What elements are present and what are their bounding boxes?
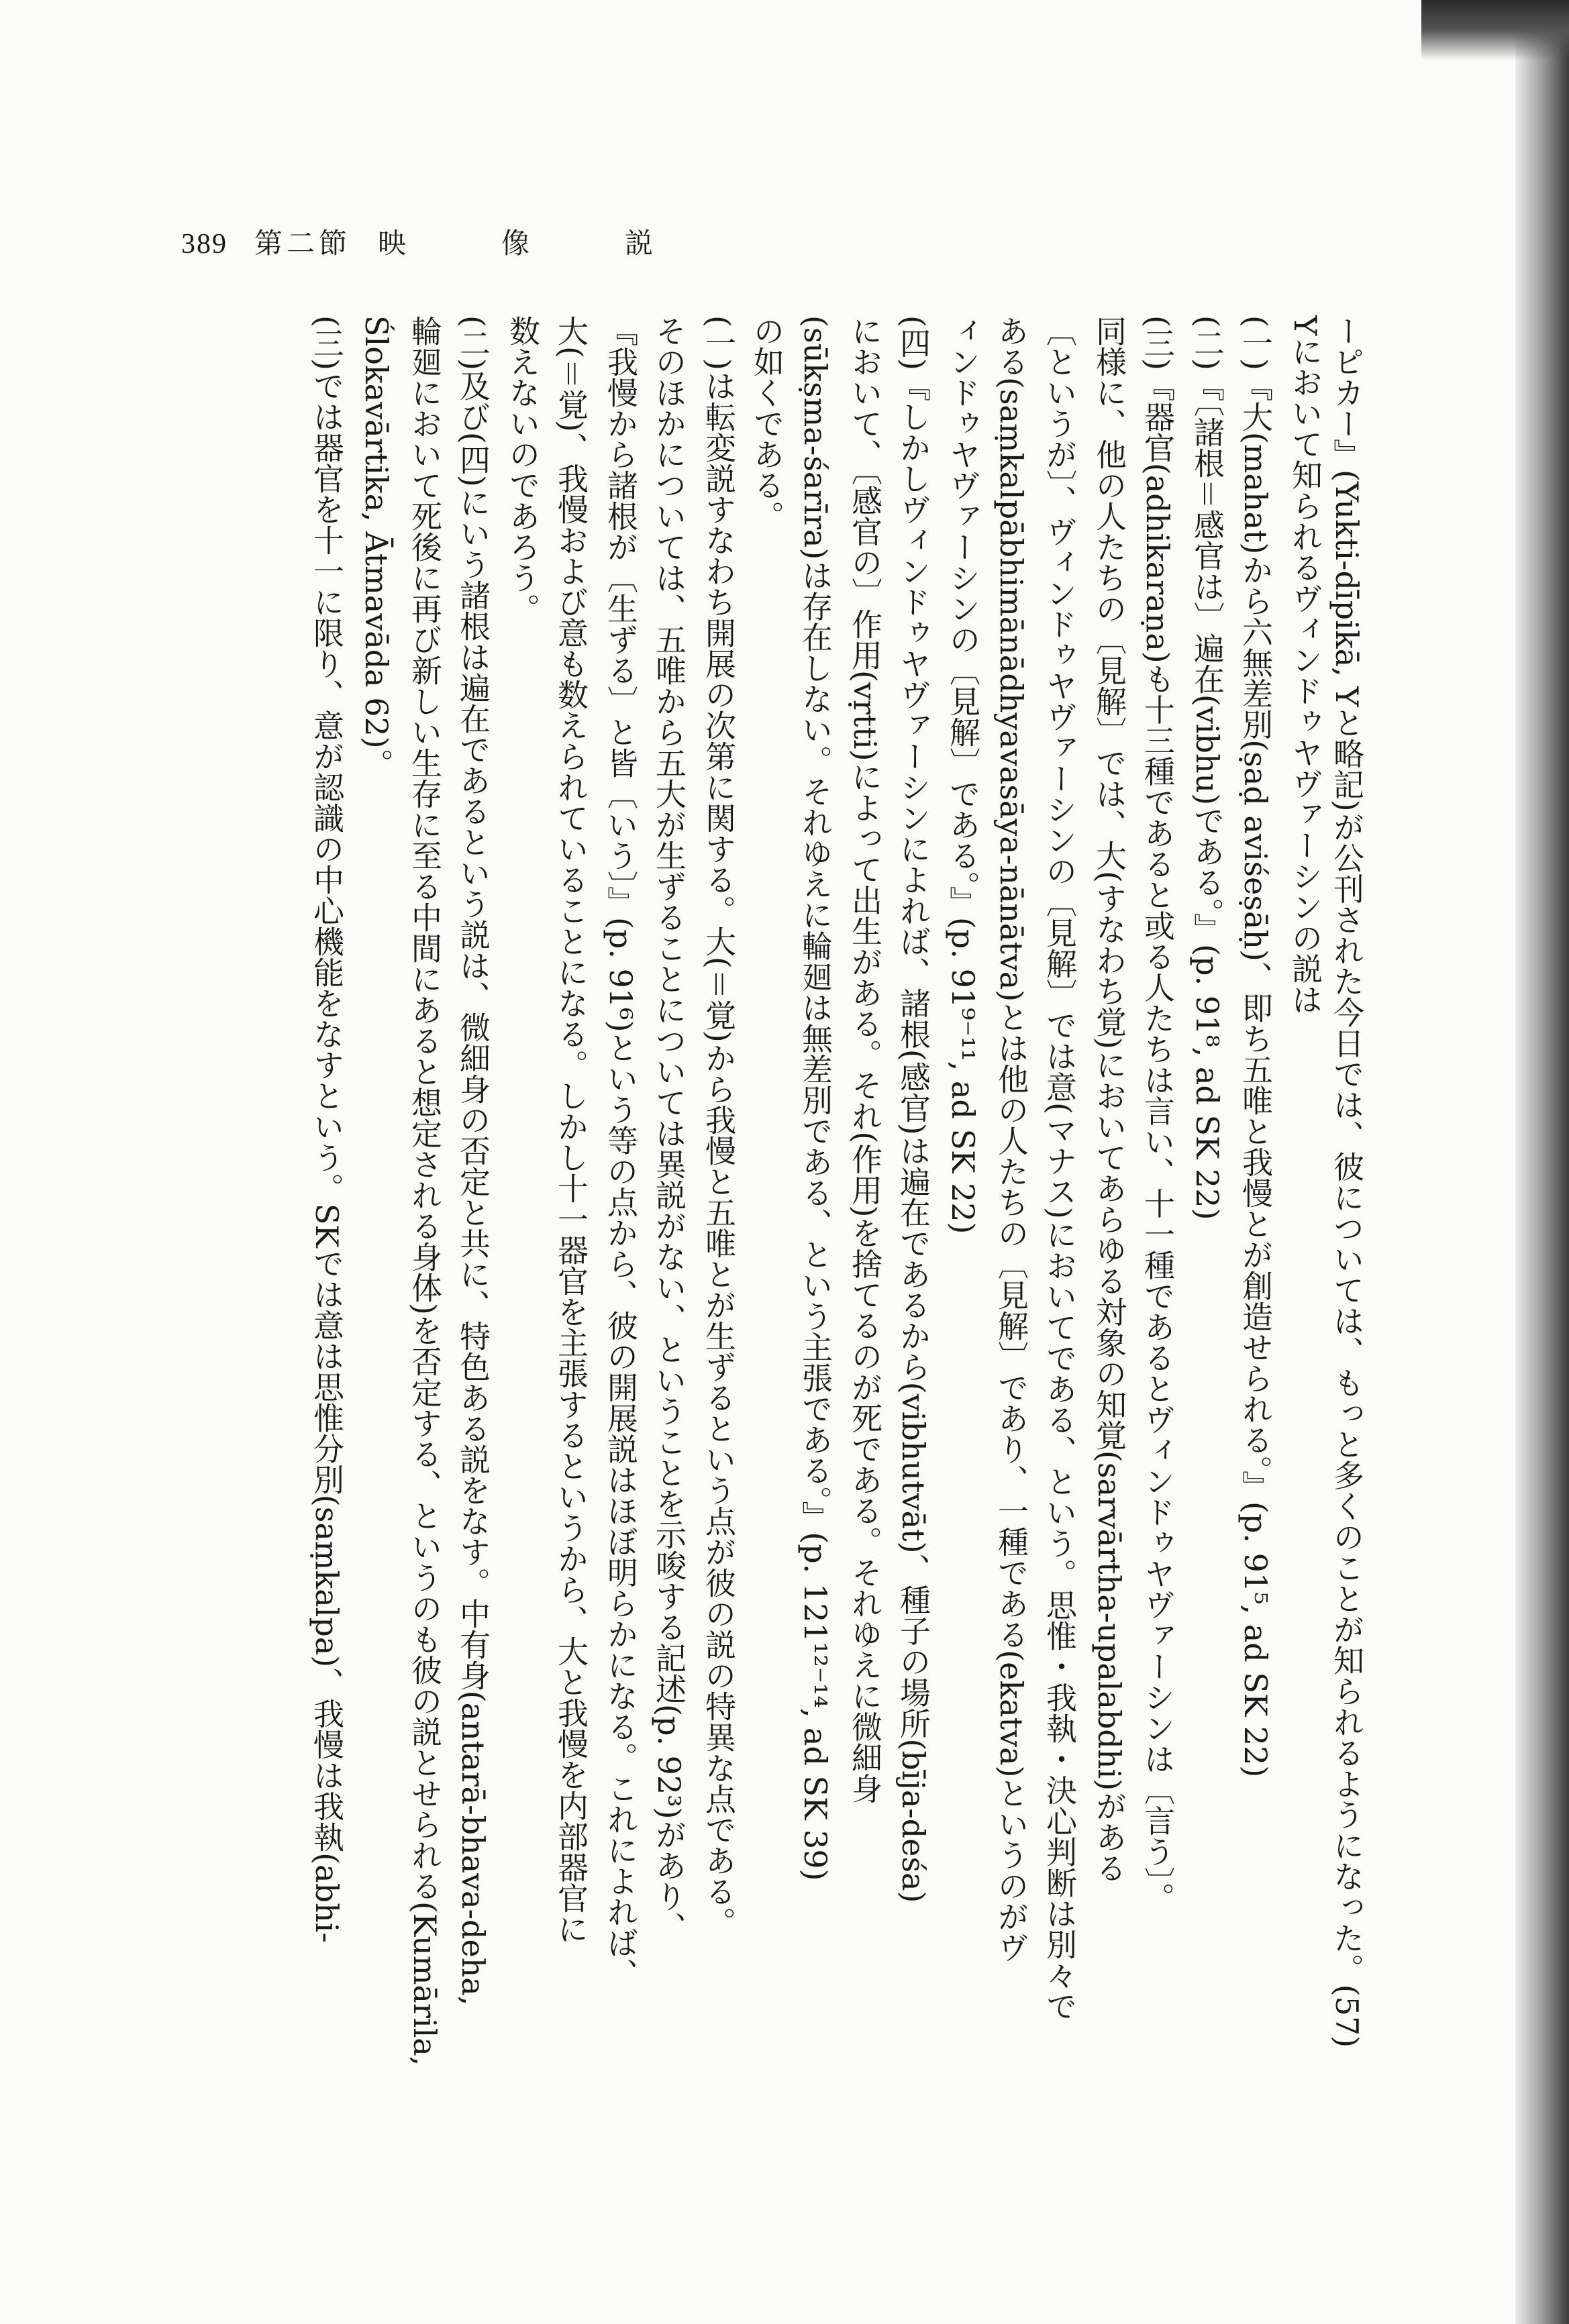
text-column: ある(saṃkalpābhimānādhyavasāya-nānātva)とは他の人たちの〔見解〕であり、一種である(ekatva)というのがヴ bbox=[993, 315, 1029, 1963]
running-head bbox=[181, 221, 687, 262]
text-column: (三)『器官(adhikaraṇa)も十三種であると或る人たちは言い、十一種であるとヴィンドゥヤヴァーシンは〔言う〕。 bbox=[1140, 315, 1176, 1913]
section-title: 映 像 説 bbox=[378, 227, 687, 260]
section-label: 第二節 bbox=[254, 227, 352, 260]
text-column: (一)は転変説すなわち開展の次第に関する。大(＝覚)から我慢と五唯とが生ずるという点が彼の説の特異な点である。 bbox=[701, 315, 737, 1938]
text-column: において、〔感官の〕作用(vṛtti)によって出生がある。それ(作用)を捨てるのが死である。それゆえに微細身 bbox=[847, 315, 883, 1804]
text-column: 同様に、他の人たちの〔見解〕では、大(すなわち覚)においてあらゆる対象の知覚(sarvārtha-upalabdhi)がある bbox=[1091, 315, 1127, 1884]
text-column: 数えないのであろう。 bbox=[505, 315, 541, 624]
page-number: 389 bbox=[181, 229, 227, 260]
text-column: (sūkṣma-śarīra)は存在しない。それゆえに輪廻は無差別である、という主張である。』(p. 121¹²⁻¹⁴, ad SK 39) bbox=[797, 315, 833, 1881]
text-column: の如くである。 bbox=[749, 315, 785, 531]
page-body bbox=[154, 315, 1365, 2066]
text-column: 大(＝覚)、我慢および意も数えられていることになる。しかし十一器官を主張するというから、大と我慢を内部器官に bbox=[553, 315, 589, 1944]
text-column: そのほかについては、五唯から五大が生ずることについては異説がない、ということを示唆する記述(p. 92³)があり、 bbox=[651, 315, 687, 1943]
text-column: (二)及び(四)にいう諸根は遍在であるという説は、微細身の否定と共に、特色ある説をなす。中有身(antarā-bhava-deha, bbox=[455, 315, 491, 2006]
text-column: ィンドゥヤヴァーシンの〔見解〕である。』(p. 91⁹⁻¹¹, ad SK 22) bbox=[945, 315, 981, 1234]
text-column: (四)『しかしヴィンドゥヤヴァーシンによれば、諸根(感官)は遍在であるから(vibhutvāt)、種子の場所(bīja-deśa) bbox=[895, 315, 931, 1903]
text-column: Ślokavārtika, Ātmavāda 62)。 bbox=[358, 315, 395, 780]
text-column: (三)では器官を十一に限り、意が認識の中心機能をなすという。SKでは意は思惟分別(saṃkalpa)、我慢は我執(abhi- bbox=[309, 315, 345, 1943]
text-column: 『我慢から諸根が〔生ずる〕と皆〔いう〕』(p. 91⁶)という等の点から、彼の開展説はほぼ明らかになる。これによれば、 bbox=[603, 315, 639, 1989]
scan-edge-shadow bbox=[1515, 0, 1569, 2324]
text-column: 〔というが〕、ヴィンドゥヤヴァーシンの〔見解〕では意(マナス)においてである、という。思惟・我執・決心判断は別々で bbox=[1042, 315, 1078, 2021]
text-column: (一)『大(mahat)から六無差別(ṣaḍ aviśeṣāḥ)、即ち五唯と我慢とが創造せられる。』(p. 91⁵, ad SK 22) bbox=[1237, 315, 1274, 1778]
text-column: (二)『〔諸根＝感官は〕遍在(vibhu)である。』(p. 91⁸, ad SK 22) bbox=[1189, 315, 1225, 1220]
text-column: ーピカー』(Yukti-dīpikā, Yと略記)が公刊された今日では、彼については、もっと多くのことが知られるようになった。(57) bbox=[1329, 315, 1365, 2048]
text-column: Yにおいて知られるヴィンドゥヤヴァーシンの説は bbox=[1287, 315, 1323, 1015]
text-column: 輪廻において死後に再び新しい生存に至る中間にあると想定される身体)を否定する、というのも彼の説とせられる(Kumārila, bbox=[407, 315, 443, 2066]
scan-corner-shadow bbox=[1421, 0, 1569, 60]
